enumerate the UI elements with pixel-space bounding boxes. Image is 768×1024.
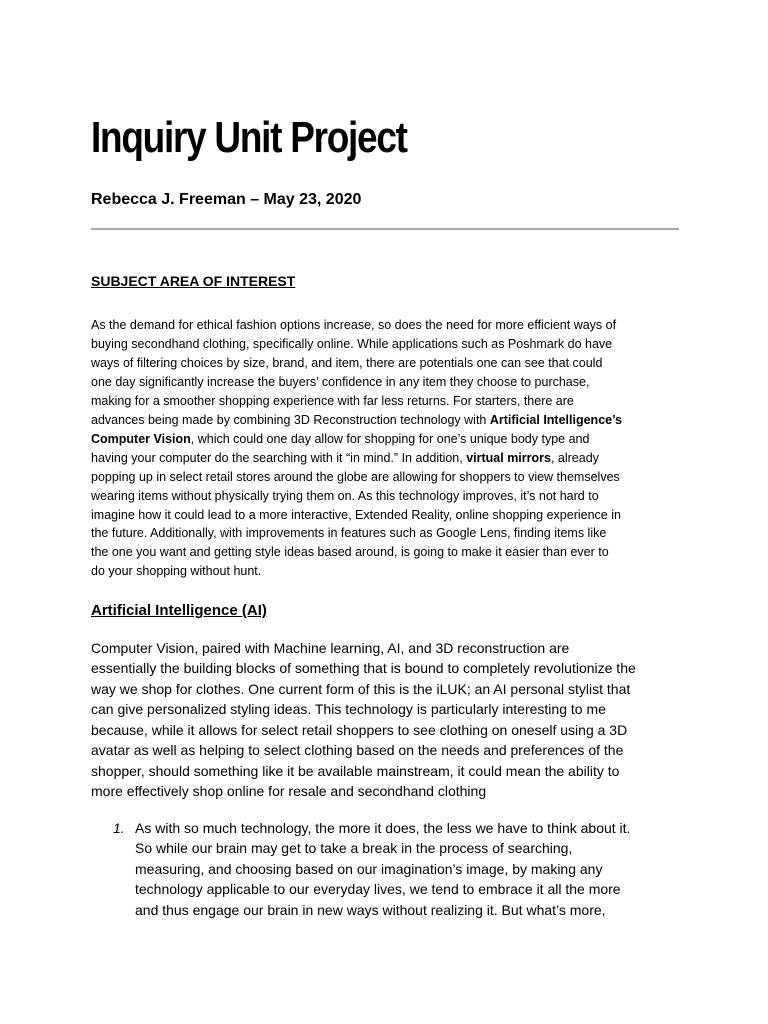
document-title: Inquiry Unit Project xyxy=(91,113,407,162)
text-line: imagine how it could lead to a more interactive, Extended Reality, online shopping experience in xyxy=(91,507,621,522)
text-line: do your shopping without hunt. xyxy=(91,564,262,579)
text-line: As the demand for ethical fashion options increase, so does the need for more efficient ways of xyxy=(91,318,617,332)
text-line: avatar as well as helping to select clothing based on the needs and preferences of the xyxy=(91,742,624,759)
text-line: So while our brain may get to take a break in the process of searching, xyxy=(135,840,573,857)
text-line: because, while it allows for select retail shoppers to see clothing on oneself using a 3D xyxy=(91,721,628,738)
text-line: popping up in select retail stores around the globe are allowing for shoppers to view themselves xyxy=(91,469,620,484)
text-line xyxy=(91,449,622,468)
paragraph-artificial-intelligence xyxy=(91,638,636,802)
text-line: ways of filtering choices by size, brand, and item, there are potentials one can see that could xyxy=(91,355,603,370)
text-line: can give personalized styling ideas. This technology is particularly interesting to me xyxy=(91,701,606,718)
list-number: 1. xyxy=(113,820,125,836)
text-line xyxy=(91,411,622,430)
text-line: As with so much technology, the more it does, the less we have to think about it. xyxy=(135,820,631,836)
text-run: , which could one day allow for shopping for one’s unique body type and xyxy=(190,431,590,446)
text-line: making for a smoother shopping experience with far less returns. For starters, there are xyxy=(91,393,574,408)
section-heading-artificial-intelligence: Artificial Intelligence (AI) xyxy=(91,602,267,619)
paragraph-subject-area xyxy=(91,316,622,581)
bold-term-virtual-mirrors: virtual mirrors xyxy=(466,450,551,465)
text-line: buying secondhand clothing, specifically online. While applications such as Poshmark do have xyxy=(91,336,613,351)
text-line: measuring, and choosing based on our imagination’s image, by making any xyxy=(135,860,603,877)
text-line: way we shop for clothes. One current form of this is the iLUK; an AI personal stylist that xyxy=(91,680,631,697)
text-line: more effectively shop online for resale and secondhand clothing xyxy=(91,783,487,800)
text-line: Computer Vision, paired with Machine learning, AI, and 3D reconstruction are xyxy=(91,640,570,656)
bold-term-computer-vision: Computer Vision xyxy=(91,431,191,446)
list-item xyxy=(113,818,630,920)
text-line: and thus engage our brain in new ways without realizing it. But what’s more, xyxy=(135,901,606,918)
numbered-list xyxy=(113,818,630,920)
text-run: , already xyxy=(550,450,599,465)
section-heading-subject-area: SUBJECT AREA OF INTEREST xyxy=(91,273,296,289)
horizontal-divider xyxy=(91,228,679,230)
text-line: one day significantly increase the buyers’ confidence in any item they choose to purchase, xyxy=(91,374,590,389)
text-line: essentially the building blocks of something that is bound to completely revolutionize the xyxy=(91,660,636,677)
text-line: the future. Additionally, with improvements in features such as Google Lens, finding items like xyxy=(91,526,607,541)
bold-term-artificial-intelligence: Artificial Intelligence’s xyxy=(489,412,623,427)
text-run: having your computer do the searching with it “in mind.” In addition, xyxy=(91,450,467,465)
text-line xyxy=(91,430,622,449)
text-line: technology applicable to our everyday lives, we tend to embrace it all the more xyxy=(135,881,621,898)
author-date-byline: Rebecca J. Freeman – May 23, 2020 xyxy=(91,191,362,208)
text-run: advances being made by combining 3D Reconstruction technology with xyxy=(91,412,490,427)
text-line: shopper, should something like it be available mainstream, it could mean the ability to xyxy=(91,762,620,779)
text-line: the one you want and getting style ideas based around, is going to make it easier than ever to xyxy=(91,545,609,560)
text-line: wearing items without physically trying them on. As this technology improves, it’s not hard to xyxy=(91,488,599,503)
